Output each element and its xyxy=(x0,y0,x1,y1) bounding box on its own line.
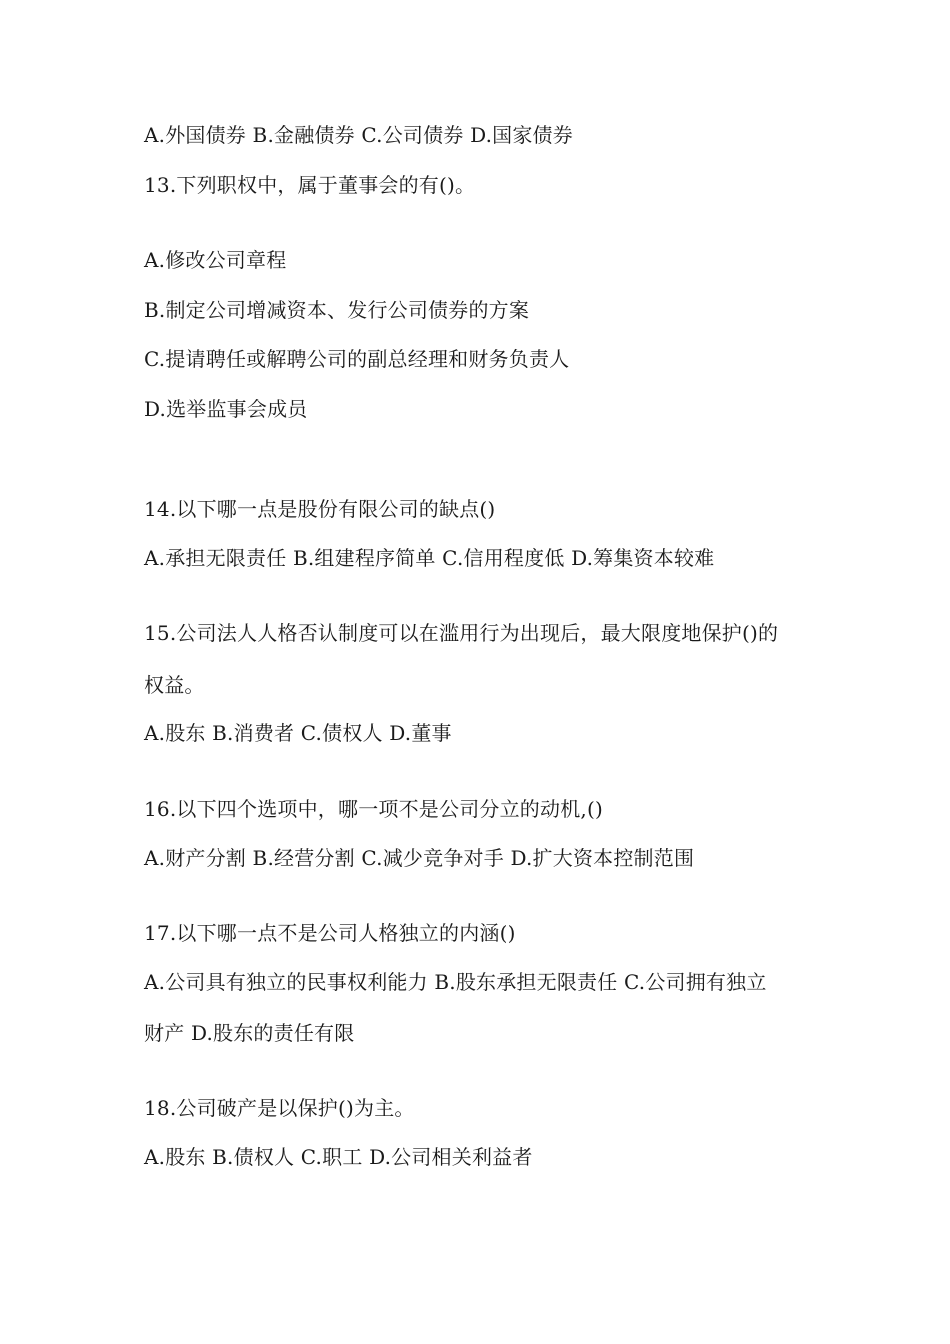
q15-question-continued: 权益。 xyxy=(144,673,205,697)
q16-options: A.财产分割 B.经营分割 C.减少竞争对手 D.扩大资本控制范围 xyxy=(144,846,695,870)
q18-options: A.股东 B.债权人 C.职工 D.公司相关利益者 xyxy=(144,1145,533,1169)
q17-options: A.公司具有独立的民事权利能力 B.股东承担无限责任 C.公司拥有独立 xyxy=(144,970,767,994)
q13-option-b: B.制定公司增减资本、发行公司债券的方案 xyxy=(144,298,530,322)
q14-question: 14.以下哪一点是股份有限公司的缺点() xyxy=(144,497,496,521)
q17-options-continued: 财产 D.股东的责任有限 xyxy=(144,1021,355,1045)
q12-options: A.外国债券 B.金融债券 C.公司债券 D.国家债券 xyxy=(144,123,573,147)
q13-option-a: A.修改公司章程 xyxy=(144,248,287,272)
q13-option-c: C.提请聘任或解聘公司的副总经理和财务负责人 xyxy=(144,347,570,371)
q15-options: A.股东 B.消费者 C.债权人 D.董事 xyxy=(144,721,452,745)
q13-option-d: D.选举监事会成员 xyxy=(144,397,308,421)
q15-question: 15.公司法人人格否认制度可以在滥用行为出现后，最大限度地保护()的 xyxy=(144,621,779,645)
q13-question: 13.下列职权中，属于董事会的有()。 xyxy=(144,173,476,197)
q16-question: 16.以下四个选项中，哪一项不是公司分立的动机,() xyxy=(144,797,603,821)
q18-question: 18.公司破产是以保护()为主。 xyxy=(144,1096,415,1120)
q14-options: A.承担无限责任 B.组建程序简单 C.信用程度低 D.筹集资本较难 xyxy=(144,546,715,570)
q17-question: 17.以下哪一点不是公司人格独立的内涵() xyxy=(144,921,516,945)
